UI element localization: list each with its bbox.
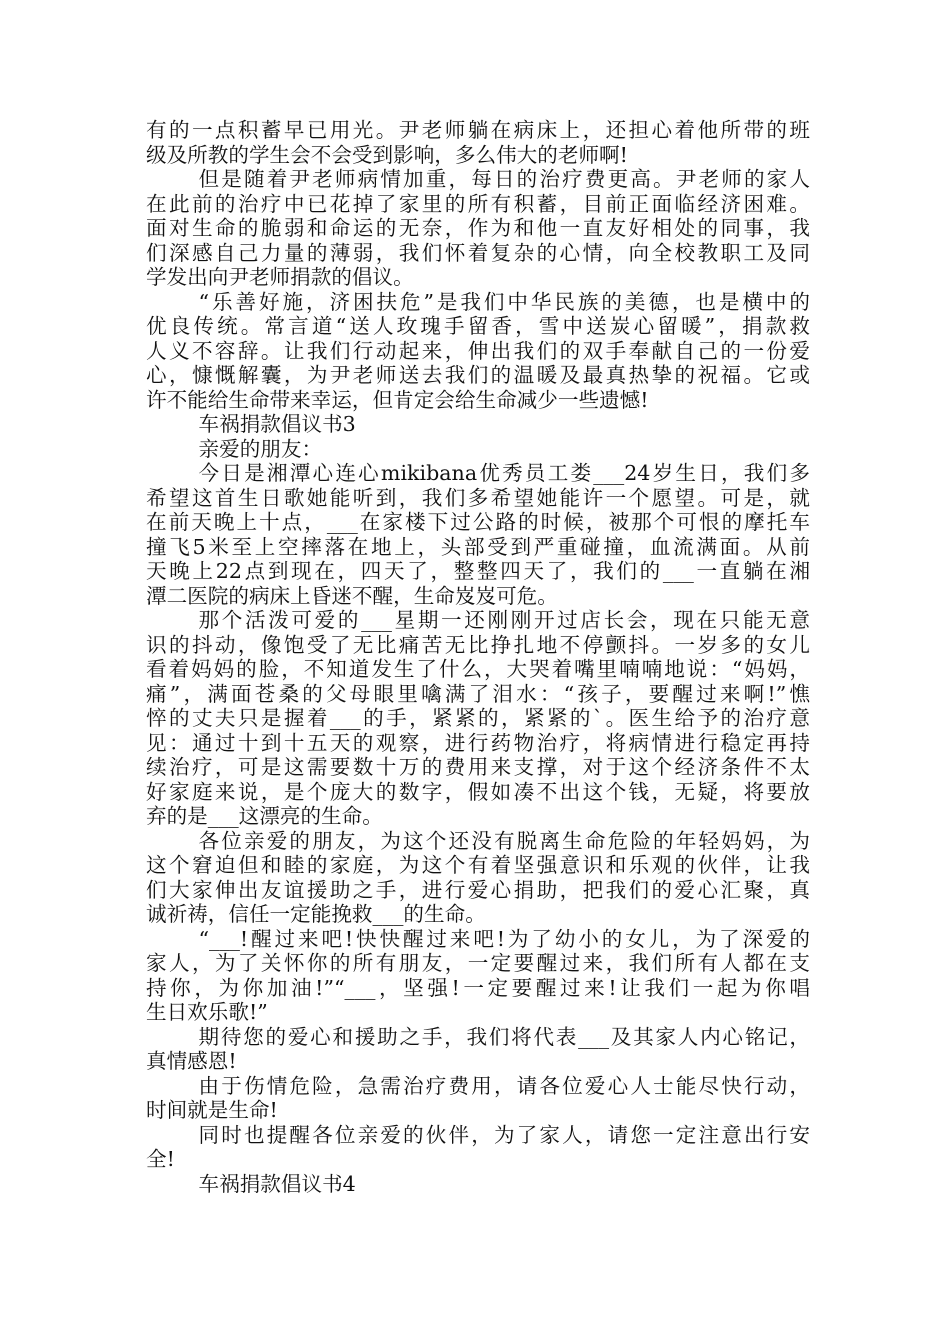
text-line: 那个活泼可爱的___星期一还刚刚开过店长会，现在只能无意: [198, 608, 810, 632]
text-line: 人义不容辞。让我们行动起来，伸出我们的双手奉献自己的一份爱: [146, 338, 810, 363]
text-line: “乐善好施，济困扶危”是我们中华民族的美德，也是横中的: [198, 289, 810, 314]
text-line: 有的一点积蓄早已用光。尹老师躺在病床上，还担心着他所带的班: [146, 118, 810, 142]
text-line: 希望这首生日歌她能听到，我们多希望她能许一个愿望。可是，就: [146, 485, 810, 510]
text-line: 由于伤情危险，急需治疗费用，请各位爱心人士能尽快行动，: [198, 1073, 810, 1098]
text-line: 今日是湘潭心连心mikibana优秀员工娄___24岁生日，我们多: [198, 461, 810, 485]
text-line: 天晚上22点到现在，四天了，整整四天了，我们的___一直躺在湘: [146, 559, 810, 583]
text-line: 续治疗，可是这需要数十万的费用来支撑，对于这个经济条件不太: [146, 755, 810, 779]
text-line: 优良传统。常言道“送人玫瑰手留香，雪中送炭心留暖”，捐款救: [146, 314, 810, 338]
text-line: 见：通过十到十五天的观察，进行药物治疗，将病情进行稳定再持: [146, 730, 810, 755]
document-page: [146, 118, 810, 1196]
text-line: 撞飞5米至上空摔落在地上，头部受到严重碰撞，血流满面。从前: [146, 534, 810, 559]
text-line: 心，慷慨解囊，为尹老师送去我们的温暖及最真热挚的祝福。它或: [146, 363, 810, 387]
text-line: 时间就是生命!: [146, 1098, 278, 1122]
text-line: 同时也提醒各位亲爱的伙伴，为了家人，请您一定注意出行安: [198, 1122, 810, 1147]
text-line: 车祸捐款倡议书4: [198, 1171, 356, 1196]
text-line: 在前天晚上十点，___在家楼下过公路的时候，被那个可恨的摩托车: [146, 510, 810, 534]
text-line: 痛”，满面苍桑的父母眼里噙满了泪水：“孩子，要醒过来啊!”憔: [146, 681, 810, 706]
text-line: 真情感恩!: [146, 1049, 237, 1073]
text-line: 弃的是___这漂亮的生命。: [146, 804, 383, 828]
text-line: 持你，为你加油!”“___，坚强!一定要醒过来!让我们一起为你唱: [146, 975, 810, 1000]
text-line: 面对生命的脆弱和命运的无奈，作为和他一直友好相处的同事，我: [146, 216, 810, 240]
text-line: 们深感自己力量的薄弱，我们怀着复杂的心情，向全校教职工及同: [146, 240, 810, 265]
text-line: 学发出向尹老师捐款的倡议。: [146, 265, 414, 289]
text-line: 亲爱的朋友：: [198, 436, 323, 461]
text-line: 全!: [146, 1147, 175, 1171]
text-line: 但是随着尹老师病情加重，每日的治疗费更高。尹老师的家人: [198, 167, 810, 191]
text-line: 车祸捐款倡议书3: [198, 412, 356, 436]
text-line: 们大家伸出友谊援助之手，进行爱心捐助，把我们的爱心汇聚，真: [146, 877, 810, 902]
text-line: 期待您的爱心和援助之手，我们将代表___及其家人内心铭记，: [198, 1024, 810, 1049]
text-line: 识的抖动，像饱受了无比痛苦无比挣扎地不停颤抖。一岁多的女儿: [146, 632, 810, 657]
text-line: 家人，为了关怀你的所有朋友，一定要醒过来，我们所有人都在支: [146, 951, 810, 975]
text-line: 在此前的治疗中已花掉了家里的所有积蓄，目前正面临经济困难。: [146, 191, 810, 216]
text-line: 生日欢乐歌!”: [146, 1000, 268, 1024]
text-line: 这个窘迫但和睦的家庭，为这个有着坚强意识和乐观的伙伴，让我: [146, 853, 810, 877]
text-line: 潭二医院的病床上昏迷不醒，生命岌岌可危。: [146, 583, 558, 608]
text-line: 诚祈祷，信任一定能挽救___的生命。: [146, 902, 486, 926]
text-line: 许不能给生命带来幸运，但肯定会给生命减少一些遗憾!: [146, 387, 649, 412]
text-line: 级及所教的学生会不会受到影响，多么伟大的老师啊!: [146, 142, 628, 167]
text-line: 看着妈妈的脸，不知道发生了什么，大哭着嘴里喃喃地说：“妈妈，: [146, 657, 810, 681]
text-line: “___!醒过来吧!快快醒过来吧!为了幼小的女儿，为了深爱的: [198, 926, 810, 951]
text-line: 悴的丈夫只是握着___的手，紧紧的，紧紧的`。医生给予的治疗意: [146, 706, 810, 730]
text-line: 各位亲爱的朋友，为这个还没有脱离生命危险的年轻妈妈，为: [198, 828, 810, 853]
text-line: 好家庭来说，是个庞大的数字，假如凑不出这个钱，无疑，将要放: [146, 779, 810, 804]
